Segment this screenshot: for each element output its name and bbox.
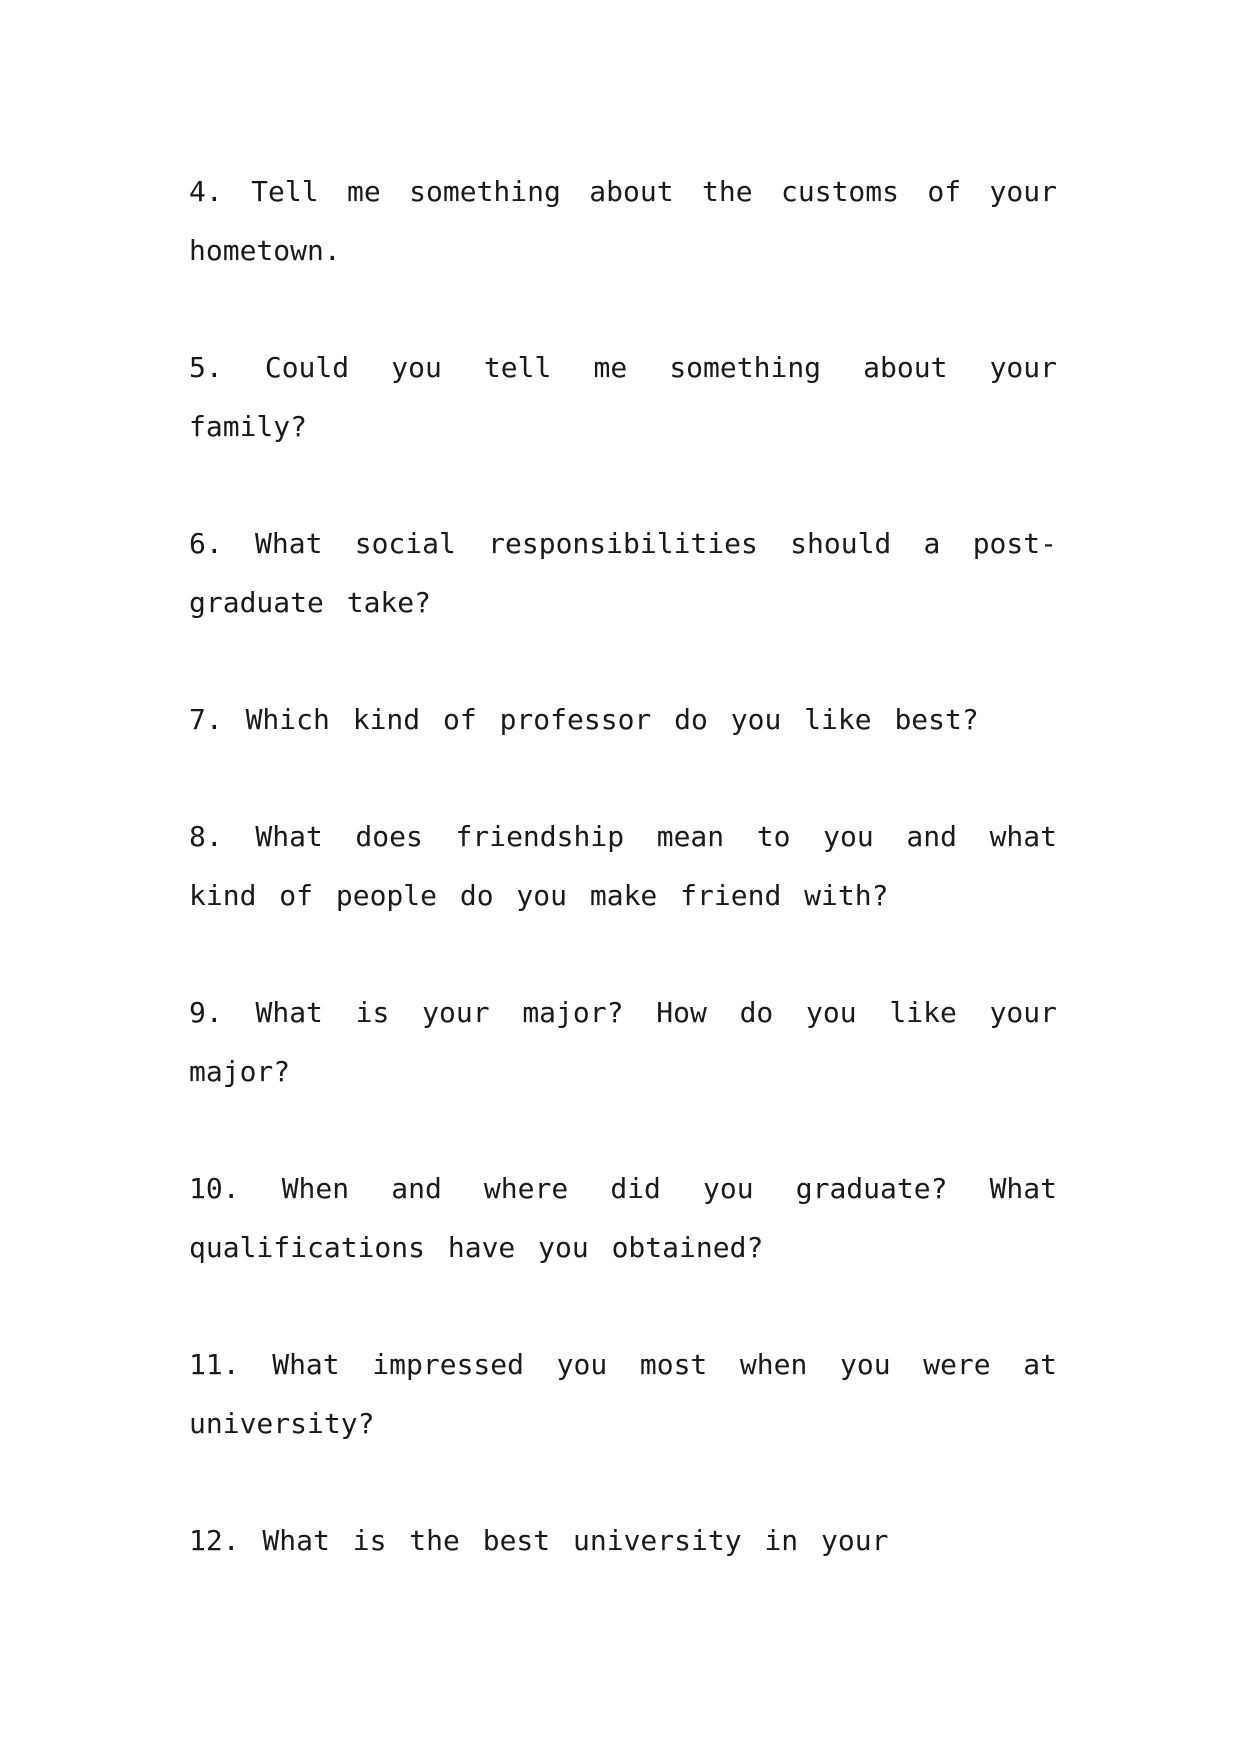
question-list (189, 162, 1057, 1628)
question-4: 4. Tell me something about the customs of your hometown. (189, 175, 1057, 267)
question-5: 5. Could you tell me something about your family? (189, 351, 1057, 443)
question-8: 8. What does friendship mean to you and what kind of people do you make friend with? (189, 820, 1057, 912)
question-11: 11. What impressed you most when you were at university? (189, 1348, 1057, 1440)
question-9: 9. What is your major? How do you like your major? (189, 996, 1057, 1088)
question-10: 10. When and where did you graduate? What qualifications have you obtained? (189, 1172, 1057, 1264)
question-7: 7. Which kind of professor do you like best? (189, 703, 979, 736)
question-6: 6. What social responsibilities should a post-graduate take? (189, 527, 1057, 619)
question-12: 12. What is the best university in your (189, 1524, 889, 1557)
